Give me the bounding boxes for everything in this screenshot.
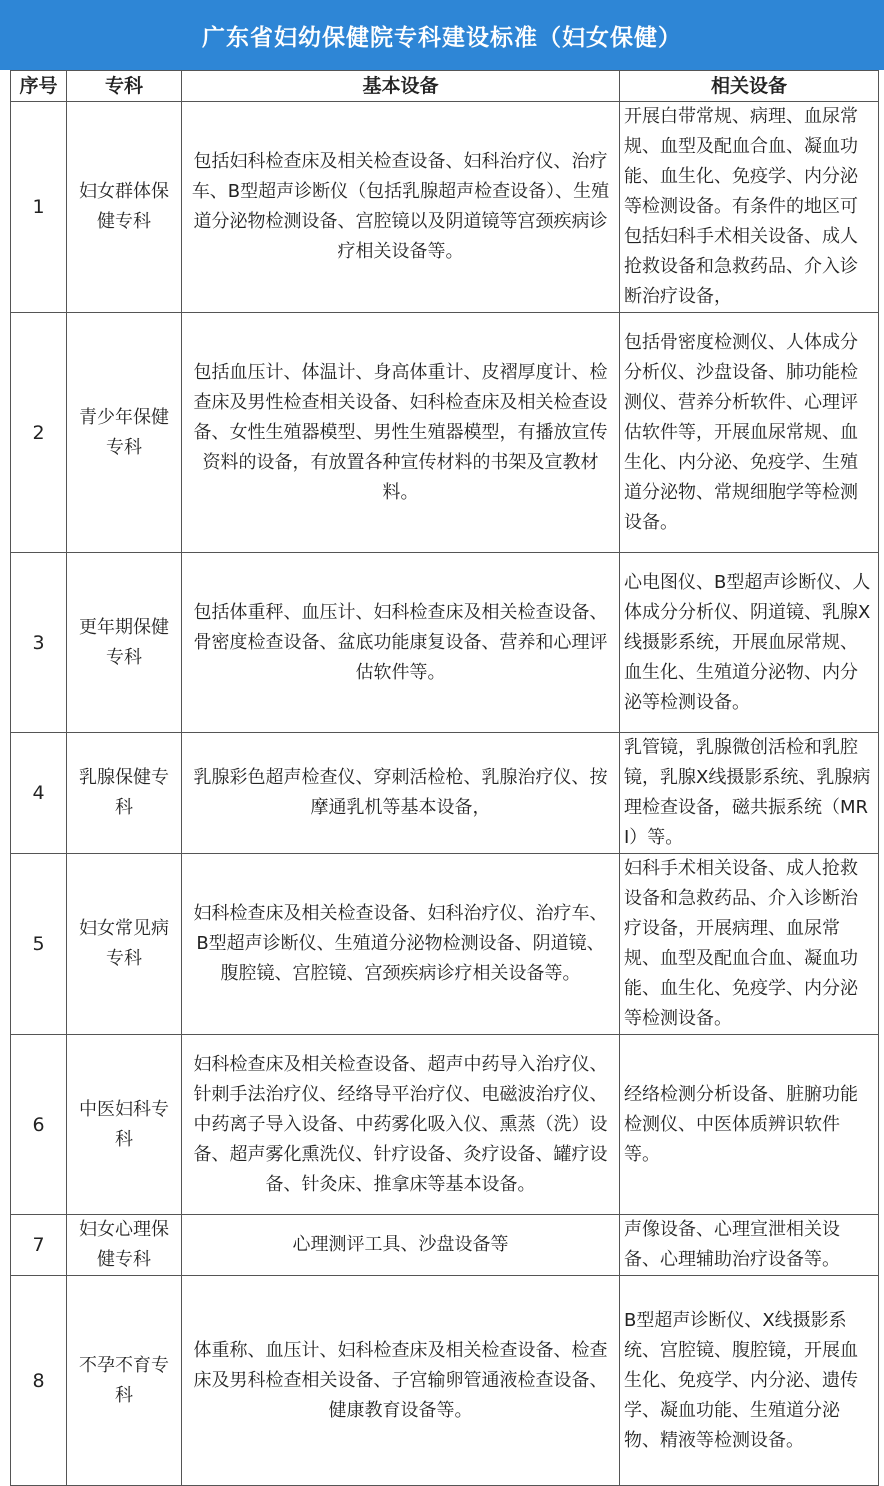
row-basic-equipment: 包括体重秤、血压计、妇科检查床及相关检查设备、骨密度检查设备、盆底功能康复设备、营养和心理评估软件等。 — [182, 553, 620, 733]
table-row — [11, 854, 879, 1035]
row-related-equipment: 包括骨密度检测仪、人体成分分析仪、沙盘设备、肺功能检测仪、营养分析软件、心理评估软件等，开展血尿常规、血生化、内分泌、免疫学、生殖道分泌物、常规细胞学等检测设备。 — [620, 313, 879, 553]
page-title: 广东省妇幼保健院专科建设标准（妇女保健） — [0, 0, 884, 70]
row-related-equipment: 经络检测分析设备、脏腑功能检测仪、中医体质辨识软件等。 — [620, 1035, 879, 1215]
table-row — [11, 1276, 879, 1486]
row-basic-equipment: 包括血压计、体温计、身高体重计、皮褶厚度计、检查床及男性检查相关设备、妇科检查床及相关检查设备、女性生殖器模型、男性生殖器模型，有播放宣传资料的设备，有放置各种宣传材料的书架及宣教材料。 — [182, 313, 620, 553]
row-specialty: 青少年保健专科 — [67, 313, 182, 553]
row-specialty: 乳腺保健专科 — [67, 733, 182, 854]
row-specialty: 妇女心理保健专科 — [67, 1215, 182, 1276]
header-basic-equipment: 基本设备 — [182, 71, 620, 102]
row-basic-equipment: 体重称、血压计、妇科检查床及相关检查设备、检查床及男科检查相关设备、子宫输卵管通液检查设备、健康教育设备等。 — [182, 1276, 620, 1486]
row-number: 7 — [11, 1215, 67, 1276]
row-number: 8 — [11, 1276, 67, 1486]
table-row — [11, 313, 879, 553]
row-number: 1 — [11, 102, 67, 313]
table-row — [11, 102, 879, 313]
header-related-equipment: 相关设备 — [620, 71, 879, 102]
row-related-equipment: 妇科手术相关设备、成人抢救设备和急救药品、介入诊断治疗设备，开展病理、血尿常规、血型及配血合血、凝血功能、血生化、免疫学、内分泌等检测设备。 — [620, 854, 879, 1035]
row-number: 6 — [11, 1035, 67, 1215]
row-specialty: 中医妇科专科 — [67, 1035, 182, 1215]
row-related-equipment: 开展白带常规、病理、血尿常规、血型及配血合血、凝血功能、血生化、免疫学、内分泌等检测设备。有条件的地区可包括妇科手术相关设备、成人抢救设备和急救药品、介入诊断治疗设备， — [620, 102, 879, 313]
header-number: 序号 — [11, 71, 67, 102]
table-row — [11, 1215, 879, 1276]
row-basic-equipment: 心理测评工具、沙盘设备等 — [182, 1215, 620, 1276]
header-specialty: 专科 — [67, 71, 182, 102]
table-row — [11, 733, 879, 854]
row-specialty: 不孕不育专科 — [67, 1276, 182, 1486]
table-row — [11, 1035, 879, 1215]
row-related-equipment: 心电图仪、B型超声诊断仪、人体成分分析仪、阴道镜、乳腺X线摄影系统，开展血尿常规、血生化、生殖道分泌物、内分泌等检测设备。 — [620, 553, 879, 733]
row-specialty: 更年期保健专科 — [67, 553, 182, 733]
row-number: 3 — [11, 553, 67, 733]
row-related-equipment: 乳管镜，乳腺微创活检和乳腔镜，乳腺X线摄影系统、乳腺病理检查设备，磁共振系统（MRI）等。 — [620, 733, 879, 854]
row-basic-equipment: 乳腺彩色超声检查仪、穿刺活检枪、乳腺治疗仪、按摩通乳机等基本设备， — [182, 733, 620, 854]
row-number: 4 — [11, 733, 67, 854]
row-number: 5 — [11, 854, 67, 1035]
row-number: 2 — [11, 313, 67, 553]
row-basic-equipment: 包括妇科检查床及相关检查设备、妇科治疗仪、治疗车、B型超声诊断仪（包括乳腺超声检查设备）、生殖道分泌物检测设备、宫腔镜以及阴道镜等宫颈疾病诊疗相关设备等。 — [182, 102, 620, 313]
row-basic-equipment: 妇科检查床及相关检查设备、妇科治疗仪、治疗车、B型超声诊断仪、生殖道分泌物检测设备、阴道镜、腹腔镜、宫腔镜、宫颈疾病诊疗相关设备等。 — [182, 854, 620, 1035]
row-related-equipment: 声像设备、心理宣泄相关设备、心理辅助治疗设备等。 — [620, 1215, 879, 1276]
row-specialty: 妇女群体保健专科 — [67, 102, 182, 313]
row-related-equipment: B型超声诊断仪、X线摄影系统、宫腔镜、腹腔镜，开展血生化、免疫学、内分泌、遗传学、凝血功能、生殖道分泌物、精液等检测设备。 — [620, 1276, 879, 1486]
header-row — [11, 71, 879, 102]
table-row — [11, 553, 879, 733]
standards-table — [10, 70, 879, 1486]
row-specialty: 妇女常见病专科 — [67, 854, 182, 1035]
row-basic-equipment: 妇科检查床及相关检查设备、超声中药导入治疗仪、针刺手法治疗仪、经络导平治疗仪、电磁波治疗仪、中药离子导入设备、中药雾化吸入仪、熏蒸（洗）设备、超声雾化熏洗仪、针疗设备、灸疗设备、罐疗设备、针灸床、推拿床等基本设备。 — [182, 1035, 620, 1215]
